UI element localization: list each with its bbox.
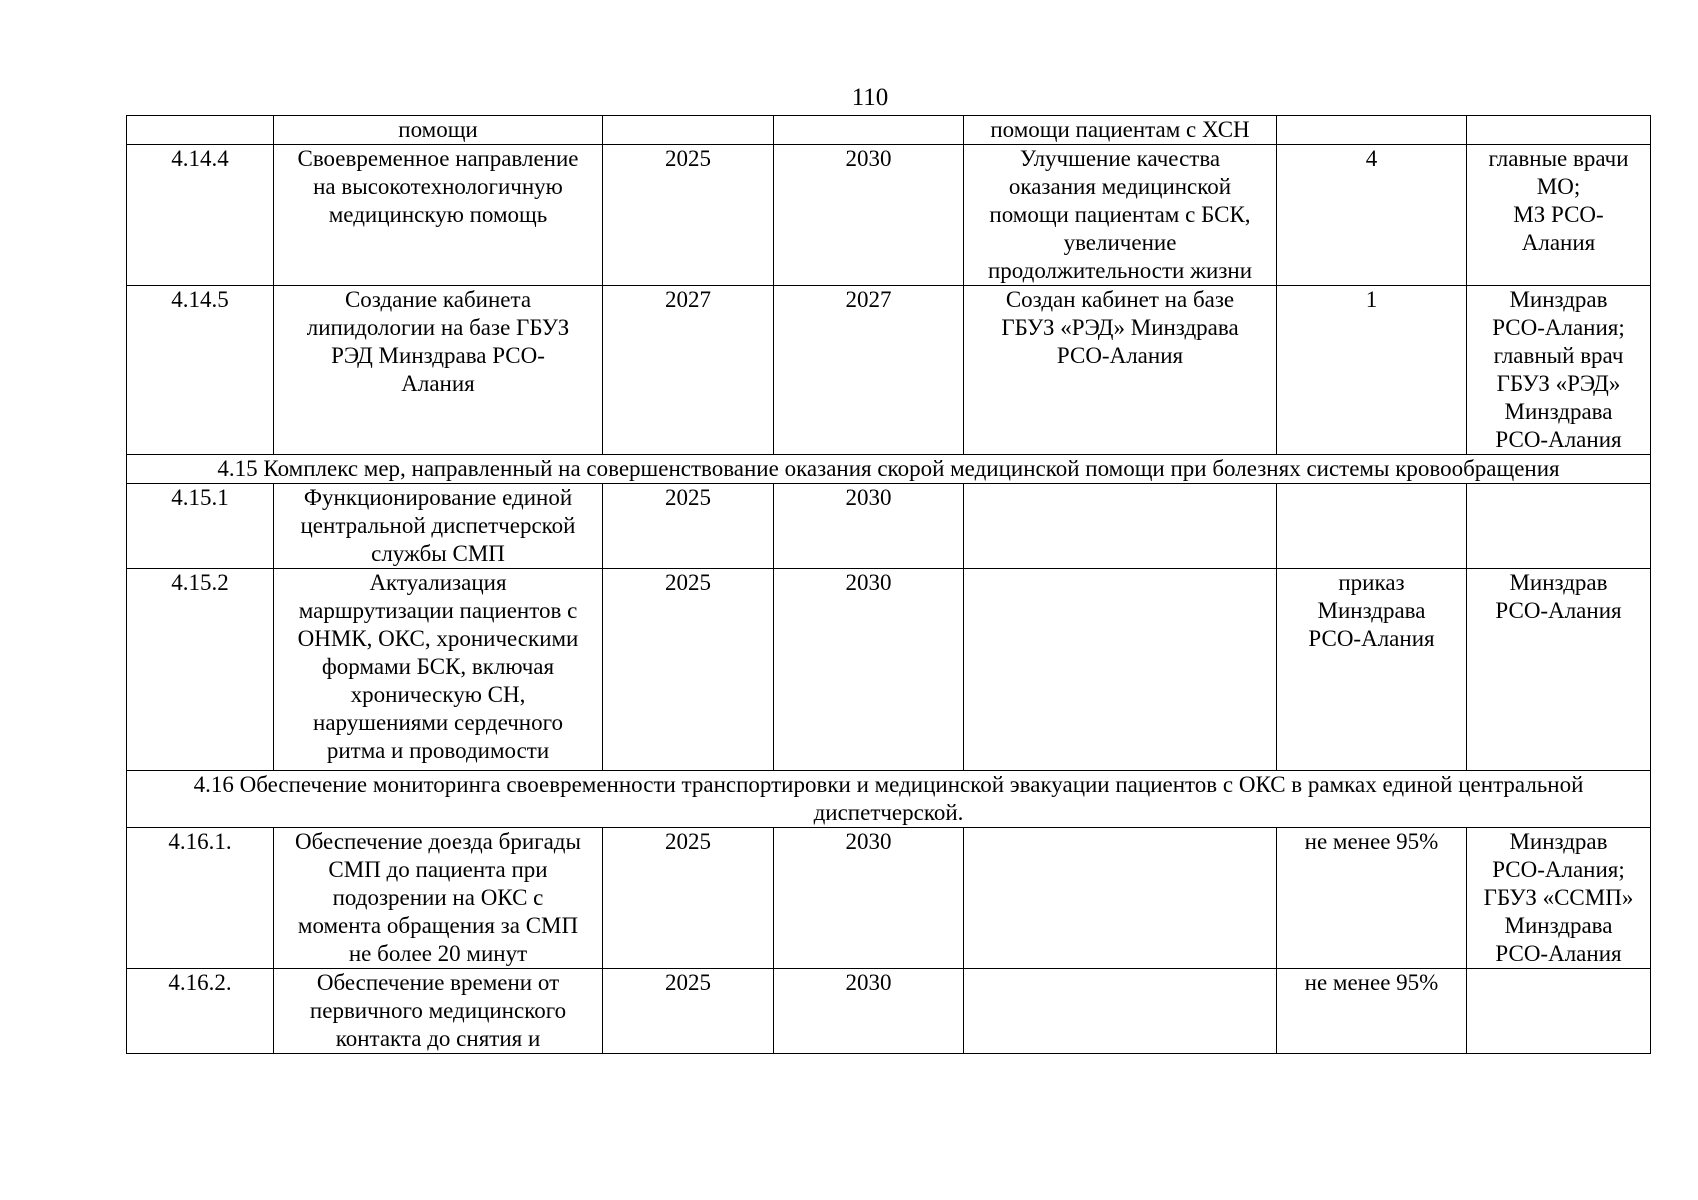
- text-line: оказания медицинской: [1008, 174, 1232, 199]
- text-line: центральной диспетчерской: [300, 513, 576, 538]
- measures-table: [126, 115, 1651, 1054]
- cell-end-year: [774, 828, 964, 969]
- text-line: помощи: [398, 117, 478, 142]
- text-line: момента обращения за СМП: [297, 913, 579, 938]
- cell-measure: [274, 969, 603, 1054]
- text-line: 2030: [845, 570, 892, 595]
- text-line: маршрутизации пациентов с: [298, 598, 578, 623]
- text-line: Создан кабинет на базе: [1005, 287, 1235, 312]
- cell-start-year: [603, 286, 774, 455]
- text-line: помощи пациентам с ХСН: [990, 117, 1250, 142]
- text-line: Минздрава: [1504, 399, 1613, 424]
- text-line: 4.15.1: [171, 485, 229, 510]
- cell-indicator: [1277, 828, 1467, 969]
- table-body: [127, 116, 1651, 1054]
- cell-indicator: [1277, 145, 1467, 286]
- text-line: формами БСК, включая: [321, 654, 555, 679]
- text-line: помощи пациентам с БСК,: [989, 202, 1251, 227]
- text-line: 2030: [845, 829, 892, 854]
- section-row: [127, 455, 1651, 484]
- cell-end-year: [774, 484, 964, 569]
- text-line: 2025: [665, 829, 711, 854]
- cell-measure: [274, 484, 603, 569]
- cell-indicator: [1277, 116, 1467, 145]
- text-line: Минздрав: [1509, 287, 1608, 312]
- cell-start-year: [603, 484, 774, 569]
- text-line: Алания: [401, 371, 475, 396]
- text-line: главный врач: [1493, 343, 1624, 368]
- text-line: Алания: [1521, 230, 1596, 255]
- cell-responsible: [1467, 484, 1651, 569]
- text-line: первичного медицинского: [309, 998, 567, 1023]
- text-line: 2027: [665, 287, 711, 312]
- text-line: 4.16 Обеспечение мониторинга своевременности транспортировки и медицинской эвакуации пациентов с ОКС в рамках единой центральной: [193, 772, 1584, 797]
- cell-number: [127, 484, 274, 569]
- cell-number: [127, 145, 274, 286]
- table-row: [127, 569, 1651, 771]
- cell-responsible: [1467, 286, 1651, 455]
- cell-measure: [274, 116, 603, 145]
- text-line: 2030: [845, 970, 892, 995]
- text-line: 2030: [845, 485, 892, 510]
- cell-result: [964, 116, 1277, 145]
- cell-end-year: [774, 569, 964, 771]
- cell-result: [964, 286, 1277, 455]
- text-line: контакта до снятия и: [335, 1026, 541, 1051]
- text-line: ОНМК, ОКС, хроническими: [297, 626, 579, 651]
- table-row: [127, 286, 1651, 455]
- text-line: не более 20 минут: [348, 941, 528, 966]
- text-line: на высокотехнологичную: [313, 174, 563, 199]
- text-line: 2027: [845, 287, 892, 312]
- cell-result: [964, 828, 1277, 969]
- cell-responsible: [1467, 145, 1651, 286]
- text-line: 4.15.2: [171, 570, 229, 595]
- text-line: РЭД Минздрава РСО-: [331, 343, 545, 368]
- text-line: РСО-Алания: [1308, 626, 1435, 651]
- text-line: не менее 95%: [1304, 970, 1439, 995]
- cell-responsible: [1467, 828, 1651, 969]
- text-line: РСО-Алания: [1495, 598, 1622, 623]
- cell-responsible: [1467, 116, 1651, 145]
- text-line: хроническую СН,: [350, 682, 526, 707]
- text-line: 4.16.2.: [168, 970, 232, 995]
- text-line: Минздрава: [1504, 913, 1613, 938]
- cell-start-year: [603, 116, 774, 145]
- text-line: Улучшение качества: [1019, 146, 1221, 171]
- section-heading: [127, 771, 1651, 828]
- text-line: 2025: [665, 146, 711, 171]
- text-line: службы СМП: [371, 541, 505, 566]
- cell-result: [964, 484, 1277, 569]
- text-line: МЗ РСО-: [1513, 202, 1604, 227]
- text-line: СМП до пациента при: [328, 857, 548, 882]
- cell-number: [127, 569, 274, 771]
- text-line: 4: [1365, 146, 1378, 171]
- cell-number: [127, 286, 274, 455]
- cell-number: [127, 969, 274, 1054]
- cell-measure: [274, 828, 603, 969]
- cell-indicator: [1277, 286, 1467, 455]
- cell-responsible: [1467, 969, 1651, 1054]
- text-line: 4.16.1.: [168, 829, 232, 854]
- text-line: Функционирование единой: [303, 485, 573, 510]
- text-line: нарушениями сердечного: [313, 710, 563, 735]
- cell-number: [127, 828, 274, 969]
- table-row: [127, 828, 1651, 969]
- text-line: ГБУЗ «ССМП»: [1483, 885, 1634, 910]
- cell-indicator: [1277, 569, 1467, 771]
- text-line: МО;: [1536, 174, 1581, 199]
- cell-result: [964, 969, 1277, 1054]
- table-row: [127, 145, 1651, 286]
- text-line: РСО-Алания: [1056, 343, 1184, 368]
- page-number: 110: [851, 84, 889, 111]
- cell-end-year: [774, 145, 964, 286]
- text-line: 4.15 Комплекс мер, направленный на совершенствование оказания скорой медицинской помощи при болезнях системы кровообращения: [217, 456, 1560, 481]
- cell-responsible: [1467, 569, 1651, 771]
- text-line: РСО-Алания: [1495, 941, 1622, 966]
- text-line: Актуализация: [369, 570, 507, 595]
- text-line: ГБУЗ «РЭД»: [1496, 371, 1621, 396]
- text-line: продолжительности жизни: [987, 258, 1253, 283]
- text-line: 2025: [665, 970, 711, 995]
- section-heading: [127, 455, 1651, 484]
- cell-number: [127, 116, 274, 145]
- table-row: [127, 116, 1651, 145]
- text-line: ГБУЗ «РЭД» Минздрава: [1001, 315, 1239, 340]
- text-line: Обеспечение доезда бригады: [295, 829, 581, 854]
- text-line: РСО-Алания: [1495, 427, 1622, 452]
- table-row: [127, 484, 1651, 569]
- text-line: ритма и проводимости: [326, 738, 550, 763]
- cell-start-year: [603, 145, 774, 286]
- text-line: РСО-Алания;: [1492, 315, 1625, 340]
- text-line: 4.14.4: [171, 146, 229, 171]
- text-line: 4.14.5: [171, 287, 229, 312]
- cell-end-year: [774, 969, 964, 1054]
- cell-end-year: [774, 286, 964, 455]
- text-line: увеличение: [1063, 230, 1177, 255]
- table-row: [127, 969, 1651, 1054]
- text-line: РСО-Алания;: [1492, 857, 1625, 882]
- text-line: Обеспечение времени от: [316, 970, 560, 995]
- cell-result: [964, 145, 1277, 286]
- cell-result: [964, 569, 1277, 771]
- text-line: 1: [1365, 287, 1378, 312]
- cell-measure: [274, 145, 603, 286]
- cell-start-year: [603, 569, 774, 771]
- cell-end-year: [774, 116, 964, 145]
- text-line: Минздрав: [1509, 829, 1608, 854]
- text-line: главные врачи: [1488, 146, 1629, 171]
- cell-start-year: [603, 828, 774, 969]
- text-line: Создание кабинета: [344, 287, 532, 312]
- cell-measure: [274, 569, 603, 771]
- text-line: приказ: [1338, 570, 1405, 595]
- text-line: Своевременное направление: [297, 146, 579, 171]
- text-line: 2025: [665, 570, 711, 595]
- text-line: 2030: [845, 146, 892, 171]
- section-row: [127, 771, 1651, 828]
- text-line: подозрении на ОКС с: [332, 885, 544, 910]
- cell-indicator: [1277, 969, 1467, 1054]
- cell-start-year: [603, 969, 774, 1054]
- text-line: 2025: [665, 485, 711, 510]
- cell-measure: [274, 286, 603, 455]
- text-line: Минздрава: [1317, 598, 1426, 623]
- text-line: диспетчерской.: [813, 800, 964, 825]
- text-line: Минздрав: [1509, 570, 1608, 595]
- text-line: медицинскую помощь: [328, 202, 548, 227]
- text-line: не менее 95%: [1304, 829, 1439, 854]
- cell-indicator: [1277, 484, 1467, 569]
- text-line: липидологии на базе ГБУЗ: [306, 315, 570, 340]
